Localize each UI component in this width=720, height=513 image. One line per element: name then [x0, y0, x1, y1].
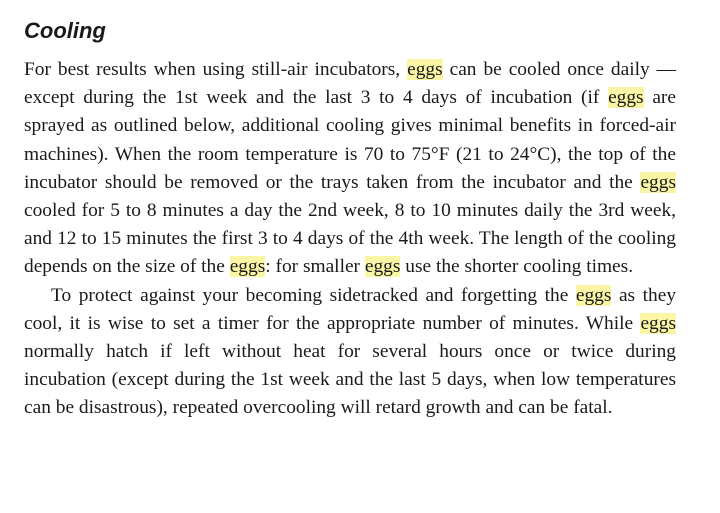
text-run: are sprayed as outlined below, additional cooling gives minimal benefits in forced-air machines). When the room temperature is 70 to 75°F (21 to 24°C), the top of the incubator should be removed or the trays taken from the incubator and the — [24, 87, 676, 193]
text-run: : for smaller — [265, 256, 365, 278]
paragraph-2 — [24, 282, 676, 423]
highlighted-term: eggs — [407, 59, 443, 80]
text-run: For best results when using still-air incubators, — [24, 59, 408, 80]
text-run: as they cool, it is wise to set a timer for the appropriate number of minutes. While — [24, 284, 677, 334]
highlighted-term: eggs — [608, 87, 644, 109]
highlighted-term: eggs — [364, 256, 401, 278]
text-run: cooled for 5 to 8 minutes a day the 2nd week, 8 to 10 minutes daily the 3rd week, and 12 to 15 minutes the first 3 to 4 days of the 4th week. The length of the cooling depends on the size of the — [24, 200, 676, 278]
highlighted-term: eggs — [640, 312, 676, 334]
text-run: normally hatch if left without heat for several hours once or twice during incubation (except during the 1st week and the last 5 days, when low temperatures can be disastrous), repeated overcooling will retard growth and can be fatal. — [24, 341, 676, 419]
highlighted-term: eggs — [229, 256, 266, 278]
text-run: can be cooled once daily — except during the 1st week and the last 3 to 4 days of incubation (if — [24, 59, 677, 109]
document-page — [24, 14, 676, 423]
text-run: To protect against your becoming sidetracked and forgetting the — [51, 284, 576, 306]
section-heading: Cooling — [24, 18, 106, 43]
text-run: use the shorter cooling times. — [400, 256, 634, 278]
highlighted-term: eggs — [575, 284, 612, 306]
paragraph-1 — [24, 56, 676, 282]
highlighted-term: eggs — [640, 171, 676, 193]
